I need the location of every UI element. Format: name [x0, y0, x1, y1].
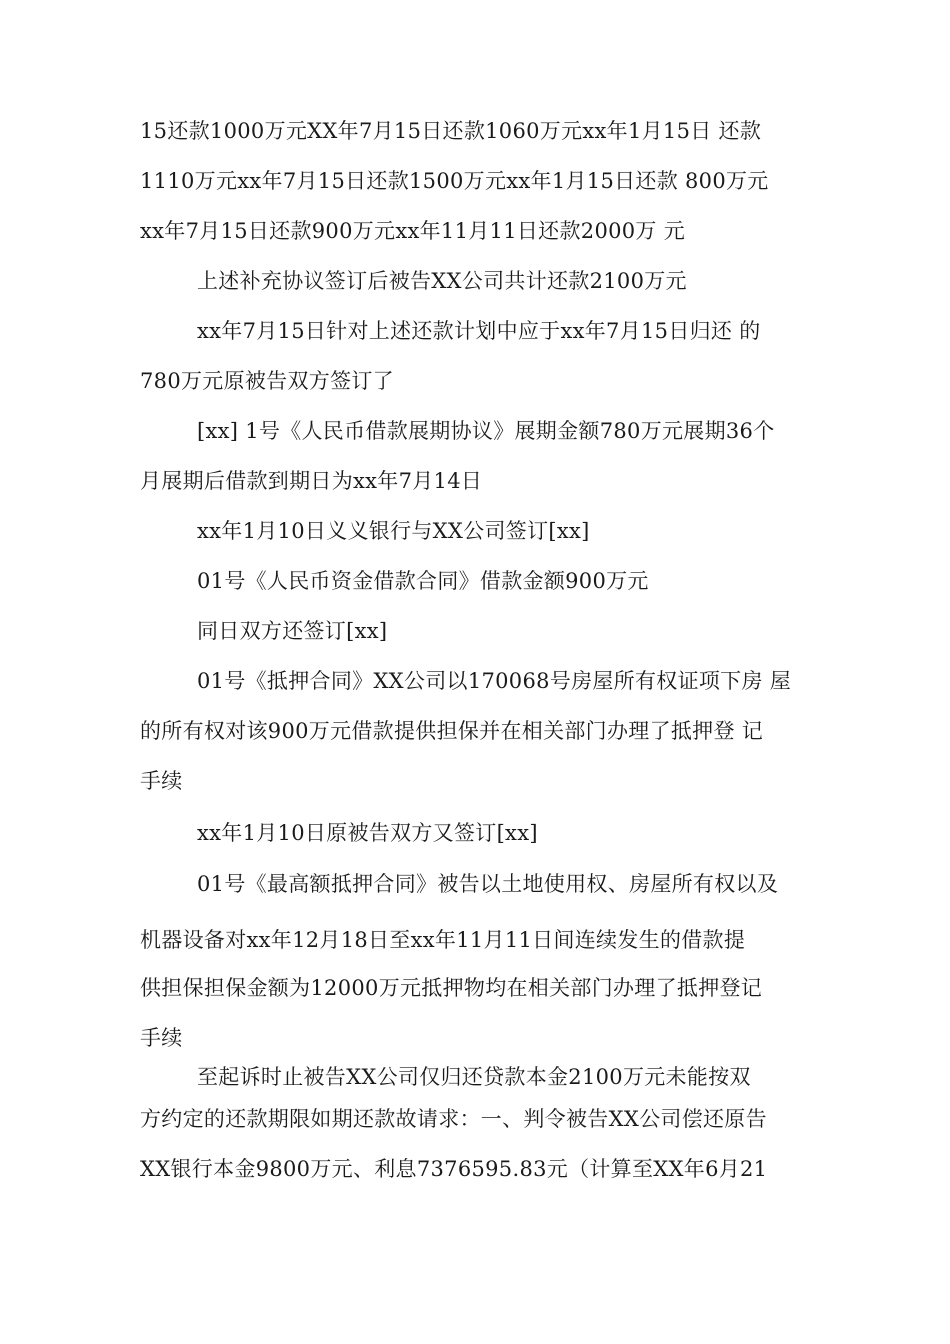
- text-line: 780万元原被告双方签订了: [140, 369, 394, 393]
- text-line: 月展期后借款到期日为xx年7月14日: [140, 469, 483, 493]
- text-line: XX银行本金9800万元、利息7376595.83元（计算至XX年6月21: [140, 1157, 768, 1181]
- text-line: 上述补充协议签订后被告XX公司共计还款2100万元: [197, 269, 687, 293]
- text-line: 手续: [140, 1026, 183, 1050]
- text-line: 同日双方还签订[xx]: [197, 619, 388, 643]
- text-line: 的所有权对该900万元借款提供担保并在相关部门办理了抵押登 记: [140, 719, 764, 743]
- text-line: 01号《抵押合同》XX公司以170068号房屋所有权证项下房 屋: [197, 669, 792, 693]
- text-line: 1110万元xx年7月15日还款1500万元xx年1月15日还款 800万元: [140, 169, 769, 193]
- text-line: 供担保担保金额为12000万元抵押物均在相关部门办理了抵押登记: [140, 976, 763, 1000]
- text-line: xx年7月15日针对上述还款计划中应于xx年7月15日归还 的: [197, 319, 761, 343]
- text-line: xx年1月10日义义银行与XX公司签订[xx]: [197, 519, 590, 543]
- text-line: [xx] 1号《人民币借款展期协议》展期金额780万元展期36个: [197, 419, 775, 443]
- text-line: 01号《人民币资金借款合同》借款金额900万元: [197, 569, 649, 593]
- text-line: 机器设备对xx年12月18日至xx年11月11日间连续发生的借款提: [140, 928, 746, 952]
- text-line: 15还款1000万元XX年7月15日还款1060万元xx年1月15日 还款: [140, 119, 762, 143]
- text-line: xx年7月15日还款900万元xx年11月11日还款2000万 元: [140, 219, 685, 243]
- text-line: 方约定的还款期限如期还款故请求：一、判令被告XX公司偿还原告: [140, 1107, 767, 1131]
- text-line: 01号《最高额抵押合同》被告以土地使用权、房屋所有权以及: [197, 872, 779, 896]
- text-line: xx年1月10日原被告双方又签订[xx]: [197, 821, 538, 845]
- text-line: 手续: [140, 769, 183, 793]
- text-line: 至起诉时止被告XX公司仅归还贷款本金2100万元未能按双: [197, 1065, 751, 1089]
